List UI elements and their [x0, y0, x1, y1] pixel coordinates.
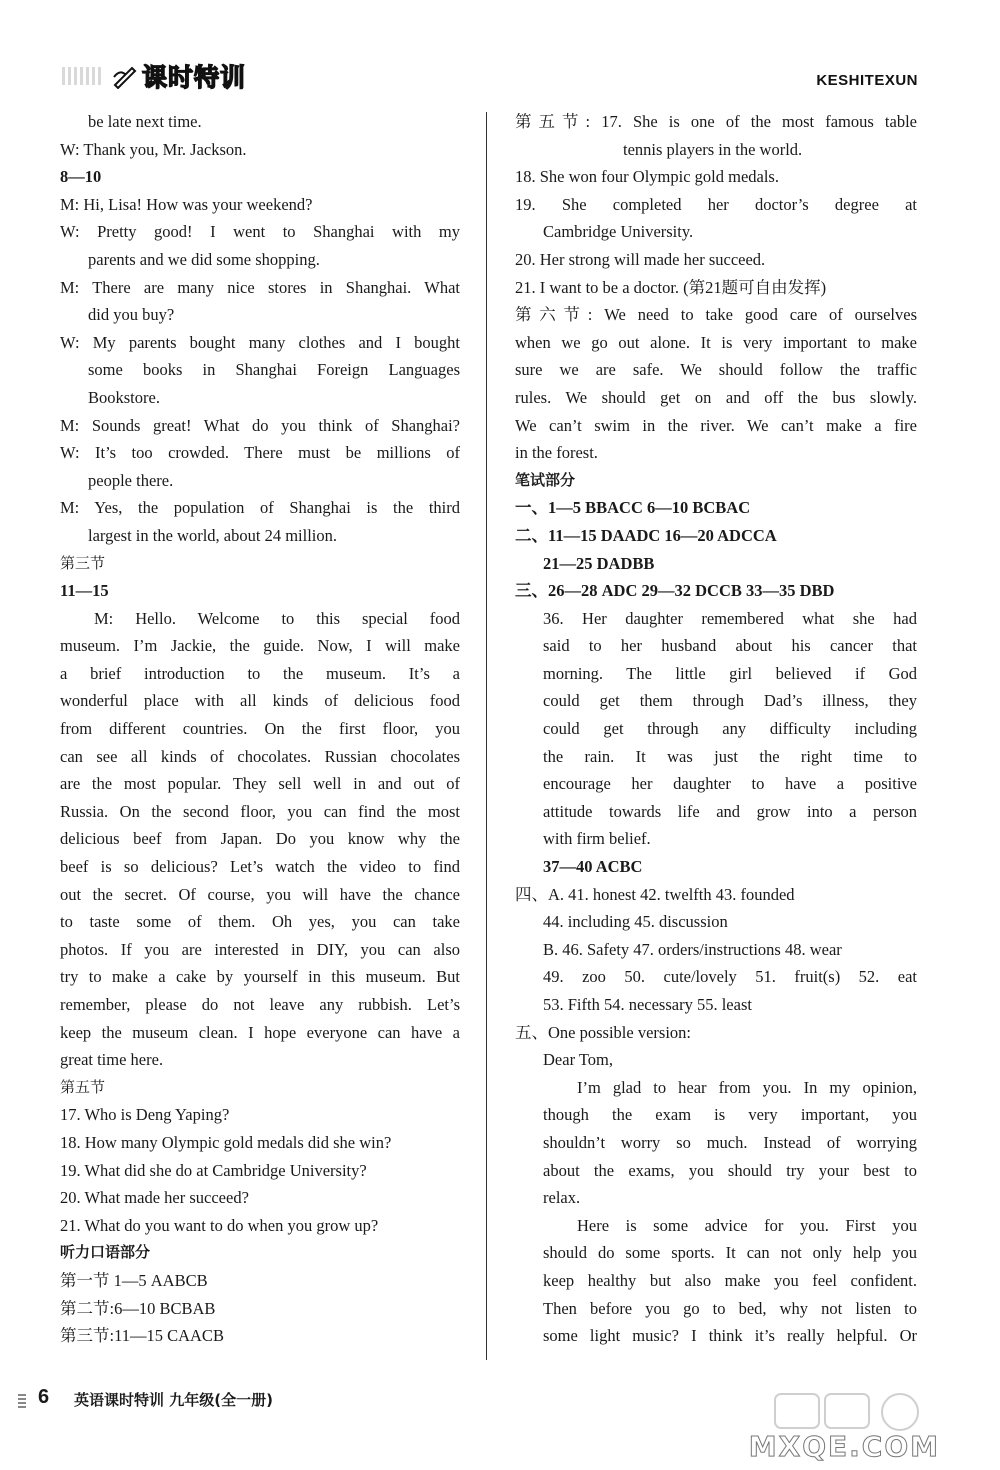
answer-line: tennis players in the world. — [623, 139, 803, 159]
left-column — [60, 108, 460, 1350]
answer-line: 44. including 45. discussion — [543, 912, 728, 932]
question-line: 19. What did she do at Cambridge University? — [60, 1160, 367, 1180]
text-line: W: It’s too crowded. There must be millions of — [60, 443, 460, 463]
answer-line: Cambridge University. — [543, 222, 694, 242]
brand-label: KESHITEXUN — [816, 72, 918, 89]
answer-line: sure we are safe. We should follow the traffic — [515, 360, 917, 380]
question-line: 18. How many Olympic gold medals did she win? — [60, 1132, 392, 1152]
section-heading: 第三节 — [60, 553, 106, 572]
text-line: M: There are many nice stores in Shanghai. What — [60, 277, 460, 297]
watermark-text: MXQE.COM — [748, 1430, 940, 1463]
letter-line: though the exam is very important, you — [543, 1105, 917, 1125]
page-header — [0, 0, 1000, 105]
answer-line: in the forest. — [515, 443, 598, 463]
page-footer — [0, 1380, 1000, 1469]
part-heading: 听力口语部分 — [60, 1243, 151, 1262]
text-line: M: Sounds great! What do you think of Shanghai? — [60, 415, 460, 435]
text-line: remember, please do not leave any rubbish. Let’s — [60, 995, 460, 1014]
decorative-dots — [62, 67, 102, 85]
text-line: out the secret. Of course, you will have the chance — [60, 884, 460, 904]
answer-line: 49. zoo 50. cute/lovely 51. fruit(s) 52. eat — [543, 967, 917, 987]
answer-line: when we go out alone. It is very important to make — [515, 332, 917, 352]
page-number: 6 — [38, 1386, 50, 1408]
answer-line: 三、26—28 ADC 29—32 DCCB 33—35 DBD — [515, 581, 835, 601]
text-line: largest in the world, about 24 million. — [88, 525, 337, 545]
text-line: W: My parents bought many clothes and I bought — [60, 332, 460, 352]
text-line: parents and we did some shopping. — [88, 249, 320, 269]
answer-line: 21. I want to be a doctor. (第21题可自由发挥) — [515, 277, 827, 297]
answer-line: B. 46. Safety 47. orders/instructions 48. wear — [543, 939, 842, 959]
letter-line: Then before you go to bed, why not listen to — [543, 1298, 917, 1318]
letter-line: I’m glad to hear from you. In my opinion, — [577, 1077, 917, 1097]
text-line: did you buy? — [88, 305, 175, 325]
letter-line: some light music? I think it’s really helpful. Or — [543, 1326, 917, 1346]
text-line: M: Hello. Welcome to this special food — [94, 608, 460, 628]
answer-line: 18. She won four Olympic gold medals. — [515, 167, 779, 187]
section-number: 11—15 — [60, 581, 109, 601]
pen-icon — [112, 63, 138, 89]
answer-line: 一、1—5 BBACC 6—10 BCBAC — [515, 498, 751, 518]
text-line: delicious beef from Japan. Do you know why the — [60, 829, 460, 849]
answer-line: 第五节: 17. She is one of the most famous table — [515, 112, 917, 131]
text-line: are the most popular. They sell well in and out of — [60, 774, 460, 794]
answer-line: 五、One possible version: — [515, 1022, 691, 1042]
answer-line: could get through any difficulty including — [543, 719, 917, 739]
answer-line: said to her husband about his cancer that — [543, 636, 917, 656]
answer-line: could get them through Dad’s illness, they — [543, 691, 917, 711]
answer-line: morning. The little girl believed if God — [543, 663, 917, 683]
letter-line: keep healthy but also make you feel confident. — [543, 1270, 917, 1290]
letter-greeting: Dear Tom, — [543, 1050, 614, 1070]
answer-line: the rain. It was just the right time to — [543, 746, 917, 766]
text-line: M: Yes, the population of Shanghai is the third — [60, 498, 460, 518]
part-heading: 笔试部分 — [515, 470, 576, 489]
letter-line: about the exams, you should try your best to — [543, 1160, 917, 1180]
text-line: wonderful place with all kinds of delicious food — [60, 691, 460, 711]
letter-line: should do some sports. It can not only help you — [543, 1243, 917, 1263]
answer-line: encourage her daughter to have a positive — [543, 774, 917, 794]
question-line: 21. What do you want to do when you grow up? — [60, 1215, 379, 1235]
series-logo — [62, 58, 246, 94]
answer-line: 二、11—15 DAADC 16—20 ADCCA — [515, 525, 777, 545]
decorative-bars — [18, 1392, 26, 1408]
text-line: try to make a cake by yourself in this museum. But — [60, 967, 460, 987]
letter-line: shouldn’t worry so much. Instead of worrying — [543, 1132, 917, 1152]
text-line: W: Pretty good! I went to Shanghai with my — [60, 222, 460, 242]
letter-line: Here is some advice for you. First you — [577, 1215, 917, 1235]
column-divider — [486, 112, 487, 1360]
question-line: 20. What made her succeed? — [60, 1188, 249, 1208]
answer-line: We can’t swim in the river. We can’t make a fire — [515, 415, 917, 435]
text-line: great time here. — [60, 1050, 164, 1070]
text-line: keep the museum clean. I hope everyone can have a — [60, 1022, 460, 1042]
text-line: beef is so delicious? Let’s watch the video to find — [60, 857, 460, 877]
book-title: 英语课时特训 九年级(全一册) — [74, 1391, 273, 1409]
text-line: to taste some of them. Oh yes, you can take — [60, 912, 460, 932]
text-line: some books in Shanghai Foreign Languages — [88, 360, 460, 380]
section-number: 8—10 — [60, 167, 102, 187]
answer-line: 第一节 1—5 AABCB — [60, 1270, 208, 1290]
answer-line: attitude towards life and grow into a person — [543, 801, 917, 821]
answer-line: 第三节:11—15 CAACB — [60, 1326, 224, 1346]
answer-line: 53. Fifth 54. necessary 55. least — [543, 995, 752, 1014]
text-line: can see all kinds of chocolates. Russian chocolates — [60, 746, 460, 766]
answer-line: 37—40 ACBC — [543, 857, 643, 877]
answer-line: 21—25 DADBB — [543, 553, 655, 573]
text-line: Russia. On the second floor, you can find the most — [60, 801, 460, 821]
question-line: 17. Who is Deng Yaping? — [60, 1105, 230, 1125]
text-line: museum. I’m Jackie, the guide. Now, I will make — [60, 636, 460, 656]
right-column — [515, 108, 917, 1350]
logo-text: 课时特训 — [142, 63, 247, 92]
text-line: M: Hi, Lisa! How was your weekend? — [60, 194, 313, 214]
answer-line: 第二节:6—10 BCBAB — [60, 1298, 216, 1318]
answer-line: with firm belief. — [543, 829, 651, 849]
text-line: Bookstore. — [88, 387, 160, 407]
answer-line: 20. Her strong will made her succeed. — [515, 249, 766, 269]
answer-line: 19. She completed her doctor’s degree at — [515, 194, 917, 214]
letter-line: relax. — [543, 1188, 581, 1208]
text-line: be late next time. — [88, 112, 202, 131]
answer-line: 第六节: We need to take good care of ourselves — [515, 305, 917, 325]
answer-line: 36. Her daughter remembered what she had — [543, 608, 917, 628]
text-line: photos. If you are interested in DIY, you can also — [60, 939, 460, 959]
text-line: from different countries. On the first floor, you — [60, 719, 460, 739]
section-heading: 第五节 — [60, 1077, 106, 1096]
answer-line: 四、A. 41. honest 42. twelfth 43. founded — [515, 884, 795, 904]
text-line: a brief introduction to the museum. It’s a — [60, 663, 460, 683]
answer-line: rules. We should get on and off the bus slowly. — [515, 387, 917, 407]
text-line: W: Thank you, Mr. Jackson. — [60, 139, 247, 159]
text-line: people there. — [88, 470, 174, 490]
